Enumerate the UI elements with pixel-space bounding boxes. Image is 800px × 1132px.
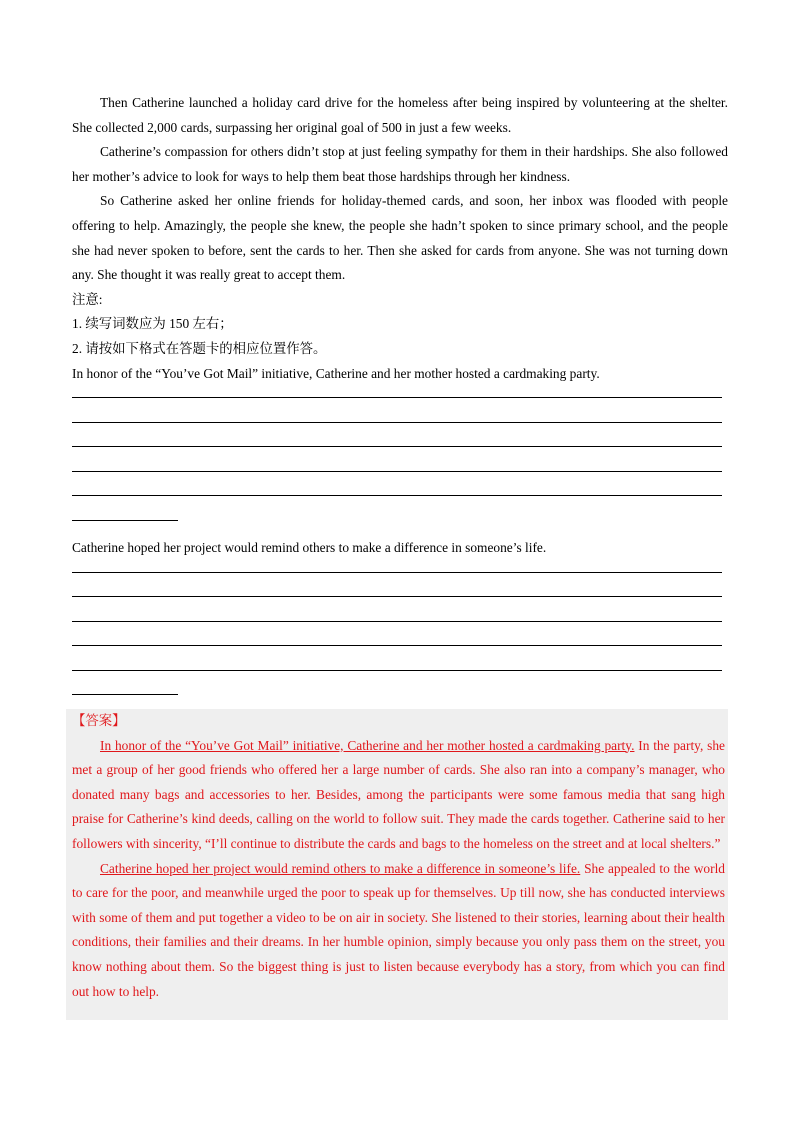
writing-line — [72, 596, 722, 597]
story-paragraph-3: So Catherine asked her online friends for holiday-themed cards, and soon, her inbox was flooded with people offering to help. Amazingly, the people she knew, the people she hadn’t spoken to since primary school, and the people she had never spoken to before, sent the cards to her. Then she asked for cards from anyone. She was not turning down any. She thought it was really great to accept them. — [72, 193, 728, 283]
answer-p2-lead: Catherine hoped her project would remind others to make a difference in someone’s life. — [100, 860, 581, 876]
prompt-first: In honor of the “You’ve Got Mail” initiative, Catherine and her mother hosted a cardmaking party. — [72, 365, 600, 381]
writing-line — [72, 670, 722, 671]
writing-lines-2 — [72, 572, 728, 696]
writing-line — [72, 572, 722, 573]
answer-paragraph-1 — [72, 734, 725, 857]
writing-line — [72, 397, 722, 398]
notes-heading: 注意: — [72, 291, 103, 307]
writing-line — [72, 422, 722, 423]
answer-label: 【答案】 — [72, 713, 126, 728]
writing-line — [72, 645, 722, 646]
story-paragraph-2: Catherine’s compassion for others didn’t stop at just feeling sympathy for them in their hardships. She also followed her mother’s advice to look for ways to help them beat those hardships through her kindness. — [72, 144, 728, 184]
answer-paragraph-2 — [72, 857, 725, 1005]
question-section — [72, 91, 728, 719]
notes-item-2: 2. 请按如下格式在答题卡的相应位置作答。 — [72, 340, 327, 356]
writing-line-short — [72, 520, 178, 521]
story-paragraph-1: Then Catherine launched a holiday card drive for the homeless after being inspired by volunteering at the shelter. She collected 2,000 cards, surpassing her original goal of 500 in just a few weeks. — [72, 95, 728, 135]
writing-lines-1 — [72, 397, 728, 521]
answer-p1-lead: In honor of the “You’ve Got Mail” initiative, Catherine and her mother hosted a cardmaking party. — [100, 737, 635, 753]
writing-line — [72, 495, 722, 496]
answer-p1-rest: In the party, she met a group of her good friends who offered her a large number of cards. She also ran into a company’s manager, who donated many bags and accessories to her. Besides, among the participants were some famous media that sang high praise for Catherine’s kind deeds, calling on the world to follow suit. They made the cards together. Catherine said to her followers with sincerity, “I’ll continue to distribute the cards and bags to the homeless on the street and at local shelters.” — [72, 737, 726, 851]
writing-line — [72, 471, 722, 472]
prompt-second: Catherine hoped her project would remind others to make a difference in someone’s life. — [72, 540, 547, 556]
answer-section — [66, 709, 728, 1020]
answer-p2-rest: She appealed to the world to care for the poor, and meanwhile urged the poor to speak up for themselves. Up till now, she has conducted interviews with some of them and put together a video to be on air in society. She listened to their stories, learning about their health conditions, their families and their dreams. In her humble opinion, simply because you only pass them on the street, you know nothing about them. So the biggest thing is just to listen because everybody has a story, from which you can find out how to help. — [72, 860, 726, 999]
notes-item-1: 1. 续写词数应为 150 左右； — [72, 316, 233, 332]
writing-line — [72, 446, 722, 447]
writing-line-short — [72, 694, 178, 695]
writing-line — [72, 621, 722, 622]
